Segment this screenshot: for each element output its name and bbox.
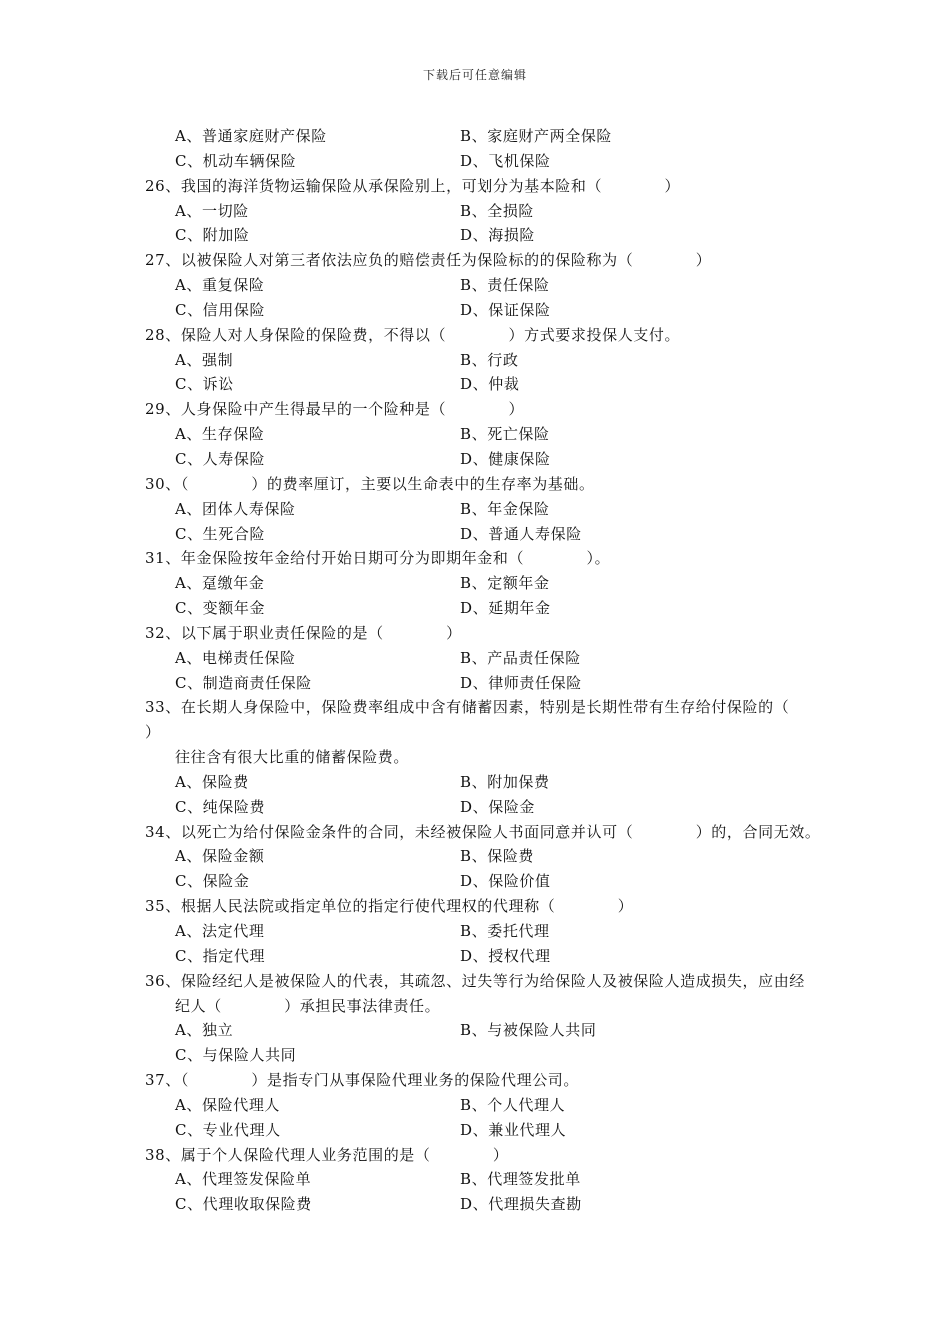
option-left: C、人寿保险: [175, 449, 266, 468]
question-text: 31、年金保险按年金给付开始日期可分为即期年金和（ ）。: [145, 549, 611, 568]
option-row: [145, 944, 860, 969]
option-right: D、海损险: [460, 226, 536, 245]
option-right: B、定额年金: [460, 574, 550, 593]
option-right: B、行政: [460, 350, 519, 369]
question-continuation: 纪人（ ）承担民事法律责任。: [175, 996, 441, 1015]
option-left: C、信用保险: [175, 300, 266, 319]
option-left: A、代理签发保险单: [175, 1170, 312, 1189]
option-right: B、代理签发批单: [460, 1170, 581, 1189]
option-left: C、代理收取保险费: [175, 1195, 312, 1214]
option-row: [145, 273, 860, 298]
option-row: [145, 795, 860, 820]
question-text: 37、（ ）是指专门从事保险代理业务的保险代理公司。: [145, 1071, 579, 1090]
option-left: A、重复保险: [175, 276, 265, 295]
question-text: 38、属于个人保险代理人业务范围的是（ ）: [145, 1145, 509, 1164]
option-left: C、变额年金: [175, 599, 266, 618]
option-right: B、个人代理人: [460, 1095, 566, 1114]
option-left: A、保险金额: [175, 847, 265, 866]
option-row: [145, 1192, 860, 1217]
option-left: C、制造商责任保险: [175, 673, 312, 692]
option-row: [145, 844, 860, 869]
option-left: C、与保险人共同: [175, 1046, 297, 1065]
option-right: D、保证保险: [460, 300, 551, 319]
option-row: [145, 298, 860, 323]
option-right: B、与被保险人共同: [460, 1021, 597, 1040]
option-right: B、保险费: [460, 847, 535, 866]
option-row: [145, 372, 860, 397]
option-row: [145, 596, 860, 621]
option-right: D、代理损失查勘: [460, 1195, 582, 1214]
question-list: [145, 124, 860, 1217]
option-left: A、生存保险: [175, 425, 265, 444]
option-row: [145, 1043, 860, 1068]
option-left: A、保险代理人: [175, 1095, 281, 1114]
question-text: 35、根据人民法院或指定单位的指定行使代理权的代理称（ ）: [145, 897, 634, 916]
option-row: [145, 124, 860, 149]
option-right: B、家庭财产两全保险: [460, 127, 613, 145]
option-right: D、保险金: [460, 797, 536, 816]
option-right: D、延期年金: [460, 599, 551, 618]
question-text: 30、（ ）的费率厘订，主要以生命表中的生存率为基础。: [145, 474, 595, 493]
question-text: 32、以下属于职业责任保险的是（ ）: [145, 623, 462, 642]
option-right: B、全损险: [460, 201, 535, 220]
option-row: [145, 223, 860, 248]
option-row: [145, 1018, 860, 1043]
option-left: C、保险金: [175, 872, 250, 891]
question-text: 28、保险人对人身保险的保险费，不得以（ ）方式要求投保人支付。: [145, 325, 681, 344]
option-row: [145, 571, 860, 596]
option-left: A、团体人寿保险: [175, 499, 296, 518]
option-row: [145, 422, 860, 447]
option-row: [145, 671, 860, 696]
option-row: [145, 149, 860, 174]
option-left: C、附加险: [175, 226, 250, 245]
option-right: B、产品责任保险: [460, 648, 581, 667]
option-left: A、独立: [175, 1021, 234, 1040]
option-left: A、法定代理: [175, 922, 265, 940]
option-left: A、趸缴年金: [175, 574, 265, 593]
question-text: 26、我国的海洋货物运输保险从承保险别上，可划分为基本险和（ ）: [145, 176, 681, 195]
option-left: C、生死合险: [175, 524, 266, 543]
option-right: B、死亡保险: [460, 425, 550, 444]
option-row: [145, 497, 860, 522]
option-row: [145, 919, 860, 944]
question-continuation: 往往含有很大比重的储蓄保险费。: [175, 748, 410, 767]
option-left: A、电梯责任保险: [175, 648, 296, 667]
option-left: C、专业代理人: [175, 1120, 281, 1139]
option-row: [145, 348, 860, 373]
option-left: A、强制: [175, 350, 234, 369]
question-text: 33、在长期人身保险中，保险费率组成中含有储蓄因素，特别是长期性带有生存给付保险的（: [145, 698, 790, 717]
question-text: 27、以被保险人对第三者依法应负的赔偿责任为保险标的的保险称为（ ）: [145, 251, 712, 270]
option-right: B、责任保险: [460, 276, 550, 295]
option-row: [145, 770, 860, 795]
question-text: ）: [145, 723, 161, 742]
option-row: [145, 869, 860, 894]
option-left: A、普通家庭财产保险: [175, 127, 327, 145]
option-left: C、纯保险费: [175, 797, 266, 816]
option-row: [145, 646, 860, 671]
option-row: [145, 1167, 860, 1192]
option-right: B、附加保费: [460, 772, 550, 791]
option-row: [145, 1118, 860, 1143]
option-right: D、兼业代理人: [460, 1120, 567, 1139]
page-header: 下载后可任意编辑: [422, 68, 527, 82]
option-right: D、飞机保险: [460, 151, 551, 170]
option-row: [145, 522, 860, 547]
option-row: [145, 199, 860, 224]
option-right: B、委托代理: [460, 922, 550, 940]
option-right: D、健康保险: [460, 449, 551, 468]
option-right: D、仲裁: [460, 375, 520, 394]
option-right: D、普通人寿保险: [460, 524, 582, 543]
option-row: [145, 447, 860, 472]
question-text: 29、人身保险中产生得最早的一个险种是（ ）: [145, 400, 525, 419]
option-right: D、律师责任保险: [460, 673, 582, 692]
question-text: 34、以死亡为给付保险金条件的合同，未经被保险人书面同意并认可（ ）的，合同无效。: [145, 822, 821, 841]
option-right: D、授权代理: [460, 946, 551, 965]
option-left: C、诉讼: [175, 375, 234, 394]
option-left: A、保险费: [175, 772, 249, 791]
option-row: [145, 1093, 860, 1118]
option-left: C、指定代理: [175, 946, 266, 965]
option-left: A、一切险: [175, 201, 249, 220]
question-text: 36、保险经纪人是被保险人的代表，其疏忽、过失等行为给保险人及被保险人造成损失，应由经: [145, 971, 805, 990]
option-left: C、机动车辆保险: [175, 151, 297, 170]
option-right: D、保险价值: [460, 872, 551, 891]
option-right: B、年金保险: [460, 499, 550, 518]
